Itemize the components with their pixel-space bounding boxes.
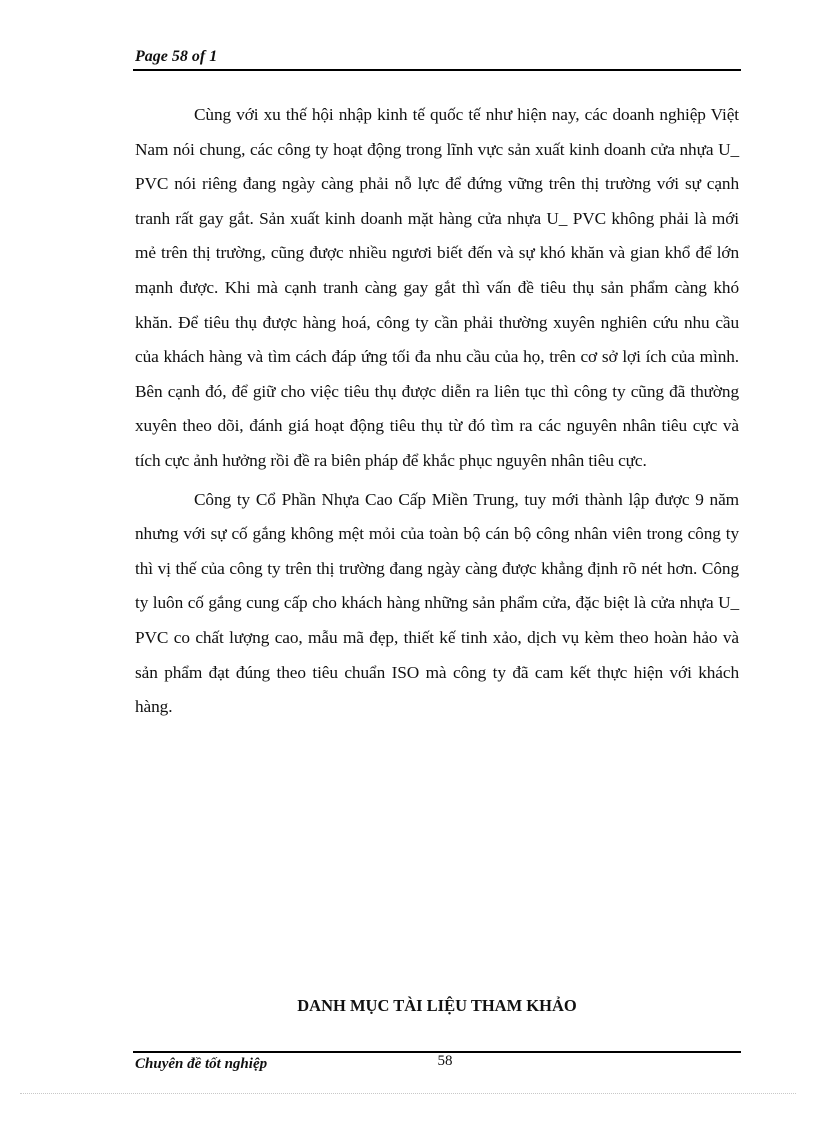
page-header-label: Page 58 of 1	[135, 48, 218, 65]
page-number: 58	[437, 1053, 453, 1069]
footer-title: Chuyên đề tốt nghiệp	[135, 1056, 268, 1072]
body-text	[135, 98, 739, 725]
page-bottom-divider	[20, 1093, 796, 1094]
header-rule	[133, 69, 741, 71]
paragraph-2: Công ty Cổ Phần Nhựa Cao Cấp Miền Trung, tuy mới thành lập được 9 năm nhưng với sự cố gắng không mệt mỏi của toàn bộ cán bộ công nhân viên trong công ty thì vị thế của công ty trên thị trường đang ngày càng được khẳng định rõ nét hơn. Công ty luôn cố gắng cung cấp cho khách hàng những sản phẩm cửa, đặc biệt là cửa nhựa U_ PVC co chất lượng cao, mẫu mã đẹp, thiết kế tinh xảo, dịch vụ kèm theo hoàn hảo và sản phẩm đạt đúng theo tiêu chuẩn ISO mà công ty đã cam kết thực hiện với khách hàng.	[135, 489, 739, 717]
references-heading: DANH MỤC TÀI LIỆU THAM KHẢO	[297, 996, 577, 1015]
paragraph-1: Cùng với xu thế hội nhập kinh tế quốc tế như hiện nay, các doanh nghiệp Việt Nam nói chung, các công ty hoạt động trong lĩnh vực sản xuất kinh doanh cửa nhựa U_ PVC nói riêng đang ngày càng phải nỗ lực để đứng vững trên thị trường với sự cạnh tranh rất gay gắt. Sản xuất kinh doanh mặt hàng cửa nhựa U_ PVC không phải là mới mẻ trên thị trường, cũng được nhiều ngươi biết đến và sự khó khăn và gian khổ để lớn mạnh được. Khi mà cạnh tranh càng gay gắt thì vấn đề tiêu thụ sản phẩm càng khó khăn. Để tiêu thụ được hàng hoá, công ty cần phải thường xuyên nghiên cứu nhu cầu của khách hàng và tìm cách đáp ứng tối đa nhu cầu của họ, trên cơ sở lợi ích của mình. Bên cạnh đó, để giữ cho việc tiêu thụ được diễn ra liên tục thì công ty cũng đã thường xuyên theo dõi, đánh giá hoạt động tiêu thụ từ đó tìm ra các nguyên nhân tiêu cực và tích cực ảnh hưởng rồi đề ra biên pháp để khắc phục nguyên nhân tiêu cực.	[135, 105, 739, 470]
